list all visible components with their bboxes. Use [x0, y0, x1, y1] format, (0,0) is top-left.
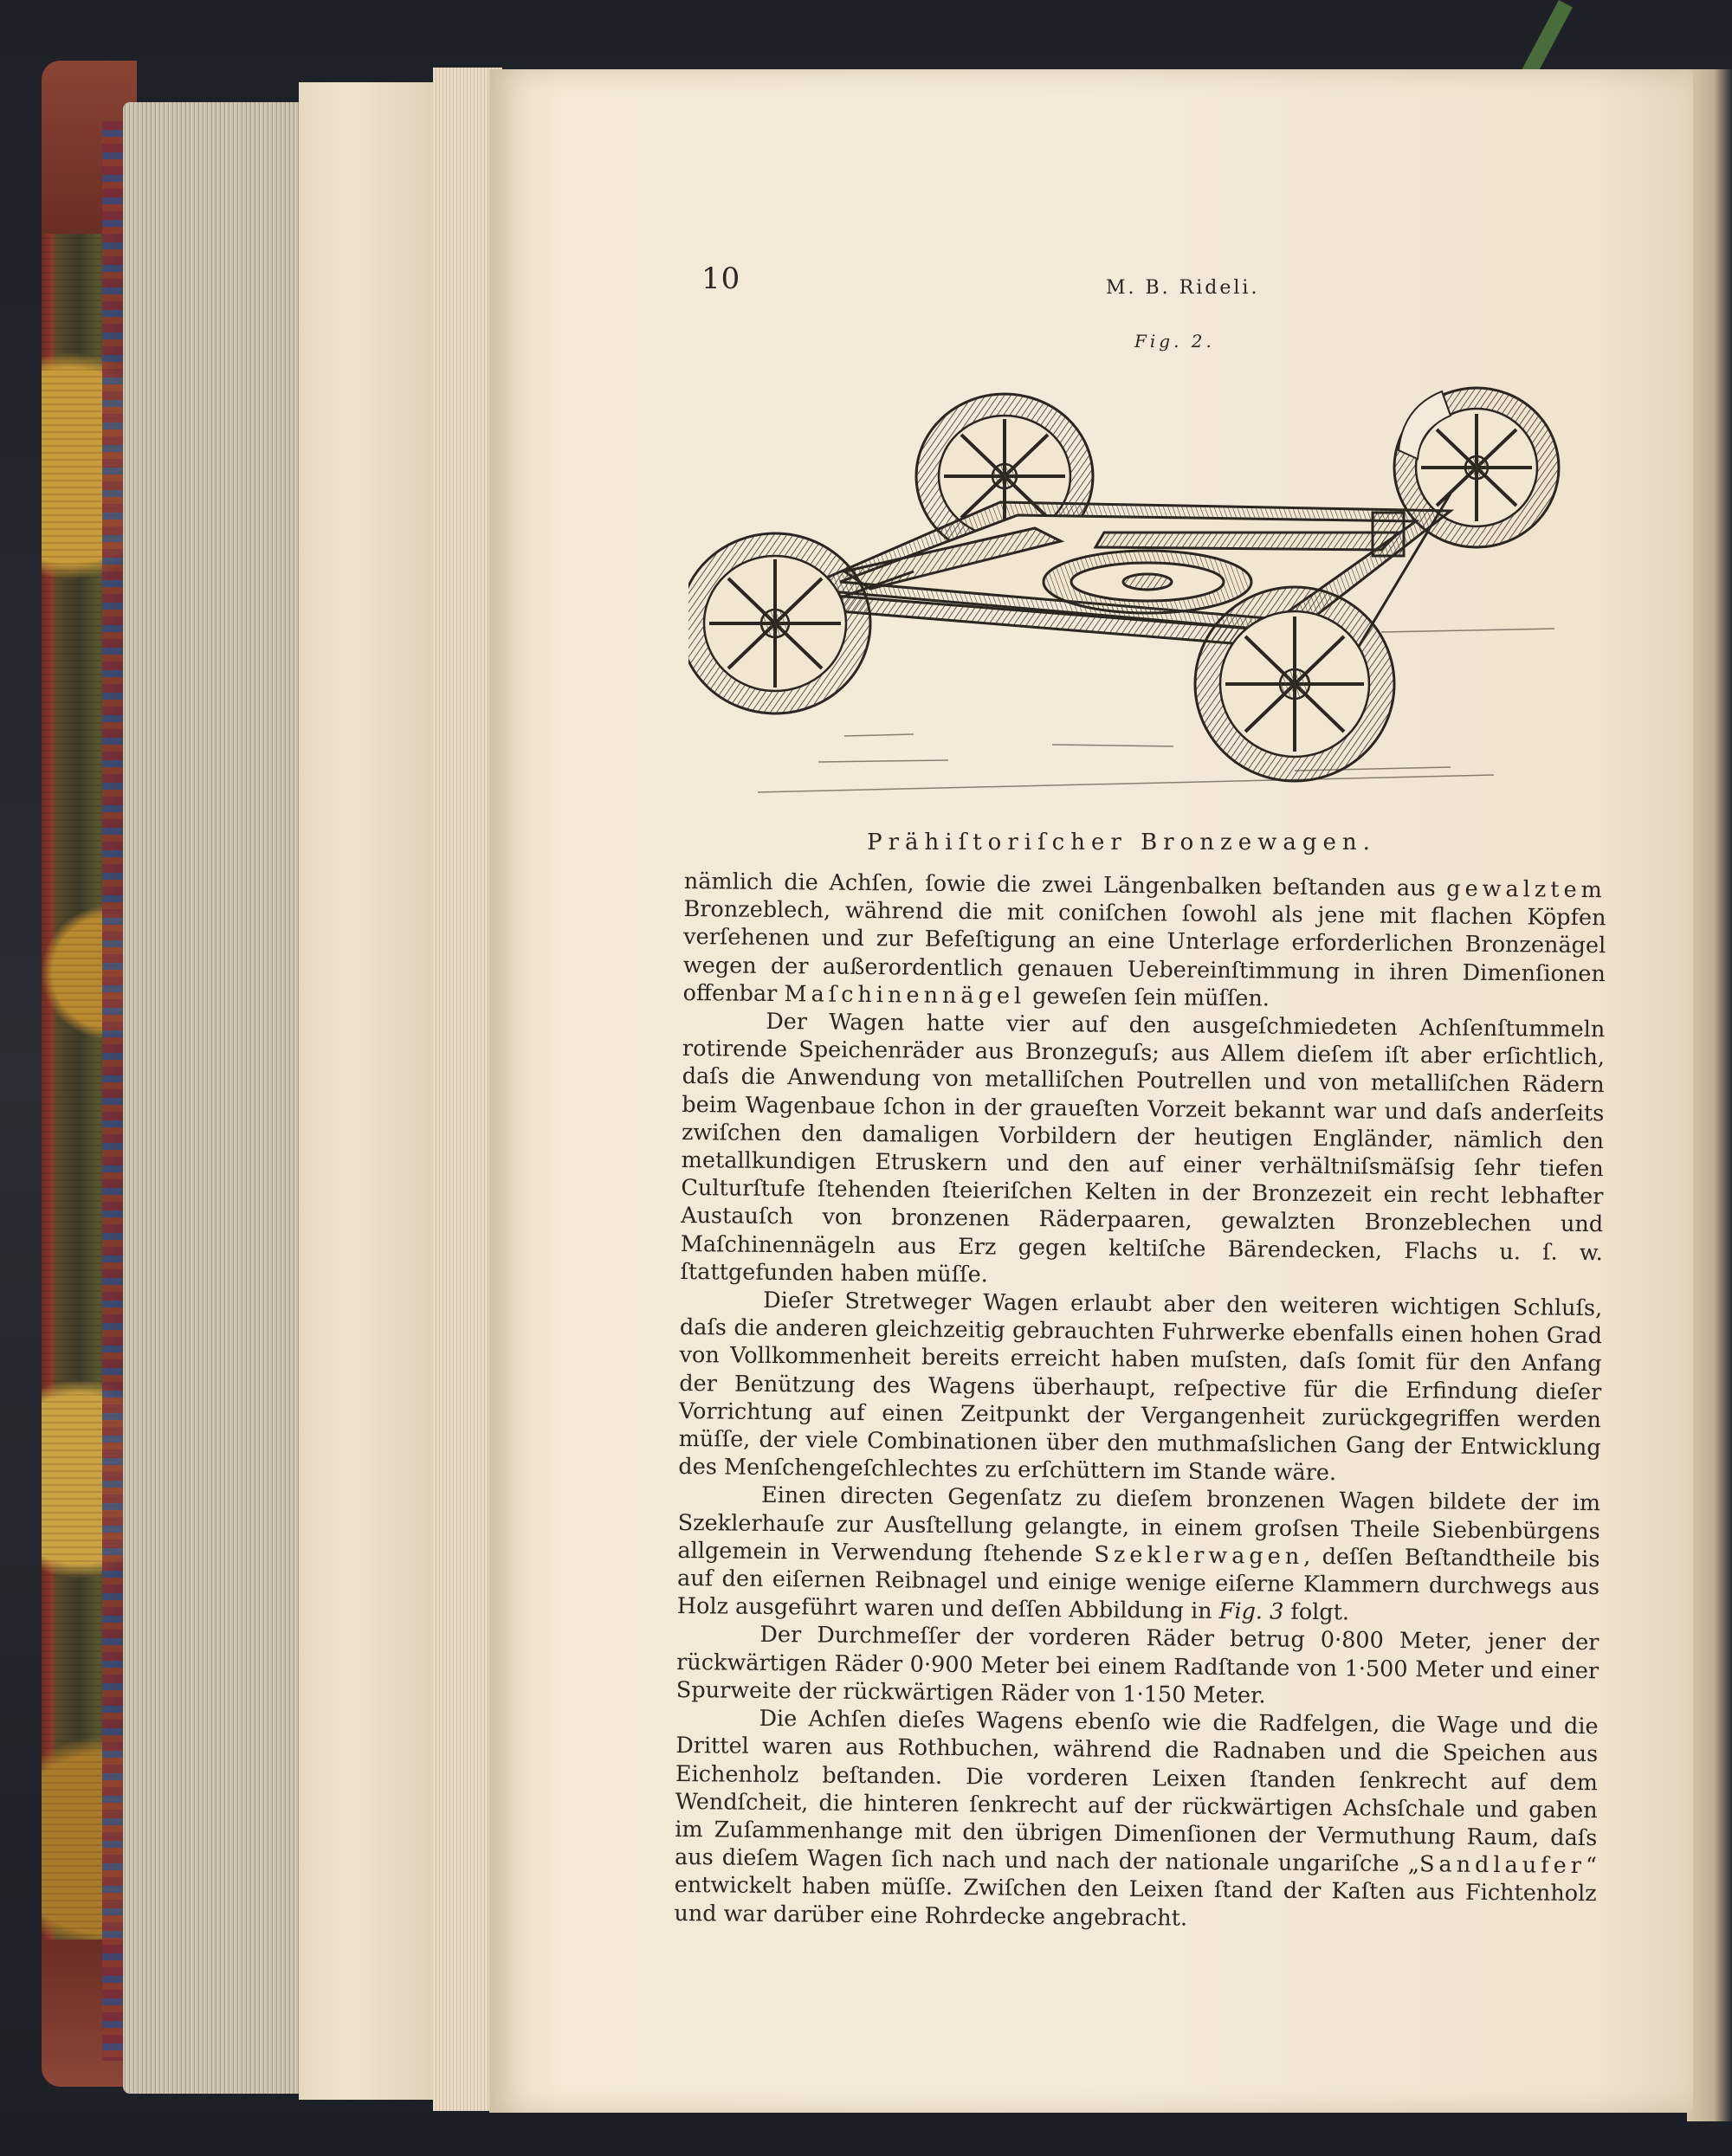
page-edges-left: [123, 102, 315, 2094]
italic-reference: Fig. 3: [1218, 1598, 1284, 1625]
body-text: [674, 868, 1606, 1936]
paragraph: [674, 1704, 1598, 1936]
paragraph: [682, 868, 1606, 1016]
text-run: Bronzeblech, während die mit coniſchen ſowohl als jene mit flachen Köpfen verſehenen und zur Befeſtigung an eine Unterlage erforderlichen Bronzenägel wegen der außerordentlich genauen Uebereinſtimmung in ihren Dimenſionen offenbar: [682, 896, 1606, 1007]
running-head: M. B. Rideli.: [1106, 277, 1260, 299]
paragraph: [678, 1286, 1602, 1490]
text-run: geweſen ſein müſſen.: [1025, 983, 1270, 1012]
text-run: Die Achſen dieſes Wagens ebenſo wie die Radfelgen, die Wage und die Drittel waren aus Rothbuchen, während die Radnaben und die Speichen aus Eichenholz beſtanden. Die vorderen Leixen ſtanden ſenkrecht auf dem Wendſcheit, die hinteren ſenkrecht auf der rückwärtigen Achsſchale und gaben im Zuſammenhange mit den übrigen Dimenſionen der Vermuthung Raum, daſs aus dieſem Wagen ſich nach und nach der nationale ungariſche „: [674, 1705, 1599, 1878]
paragraph: [680, 1007, 1605, 1294]
figure-caption: Prähiſtoriſcher Bronzewagen.: [867, 829, 1376, 855]
text-run: Der Wagen hatte vier auf den ausgeſchmiedeten Achſenſtummeln rotirende Speichenräder aus Bronzeguſs; aus Allem dieſem iſt aber erſichtlich, daſs die Anwendung von metalliſchen Poutrellen und von metalliſchen Rädern beim Wagenbaue ſchon in der graueſten Vorzeit bekannt war und daſs anderſeits zwiſchen den damaligen Vorbildern der heutigen Engländer, nämlich den metallkundigen Etruskern und den auf einer verhältniſsmäſsig ſehr tiefen Culturſtufe ſtehenden ſteieriſchen Kelten in der Bronzezeit ein recht lebhafter Austauſch von bronzenen Räderpaaren, gewalzten Bronzeblechen und Maſchinennägeln aus Erz gegen keltiſche Bärendecken, Flachs u. ſ. w. ſtattgefunden haben müſſe.: [680, 1008, 1606, 1288]
spaced-emphasis: Maſchinennägel: [784, 980, 1026, 1010]
text-run: Einen directen Gegenſatz zu dieſem bronzenen Wagen bildete der im Szeklerhauſe zur Ausſtellung gelangte, in einem groſsen Theile Siebenbürgens allgemein in Verwendung ſtehende: [677, 1482, 1601, 1568]
spaced-emphasis: Sandlaufer: [1419, 1851, 1587, 1880]
book-page: [489, 69, 1693, 2113]
text-run: folgt.: [1283, 1598, 1350, 1626]
text-run: , deſſen Beſtandtheile bis auf den eiſernen Reibnagel und einige wenige eiſerne Klammern durchwegs aus Holz ausgeführt waren und deſſen Abbildung in: [676, 1543, 1600, 1625]
spaced-emphasis: gewalztem: [1446, 875, 1606, 904]
paragraph: [676, 1620, 1600, 1713]
text-run: “ entwickelt haben müſſe. Zwiſchen den Leixen ſtand der Kaſten aus Fichtenholz und war darüber eine Rohrdecke angebracht.: [674, 1853, 1598, 1932]
paragraph: [677, 1481, 1600, 1629]
wheel-front-left: [688, 533, 870, 713]
text-run: Der Durchmeſſer der vorderen Räder betrug 0·800 Meter, jener der rückwärtigen Räder 0·900 Meter bei einem Radſtande von 1·500 Meter und einer Spurweite der rückwärtigen Räder von 1·150 Meter.: [675, 1622, 1600, 1709]
bronze-wagon-engraving: [688, 355, 1606, 840]
page-edges-right: [1687, 69, 1732, 2121]
text-run: nämlich die Achſen, ſowie die zwei Längenbalken beſtanden aus: [683, 868, 1447, 902]
spaced-emphasis: Szeklerwagen: [1094, 1541, 1304, 1570]
text-run: Dieſer Stretweger Wagen erlaubt aber den weiteren wichtigen Schluſs, daſs die anderen gleichzeitig gebrauchten Fuhrwerke ebenfalls einen hohen Grad von Vollkommenheit bereits erreicht haben muſsten, daſs ſomit für den Anfang der Benützung des Wagens überhaupt, reſpective für die Erfindung dieſer Vorrichtung auf einen Zeitpunkt der Vergangenheit zurückgegriffen werden müſſe, der viele Combinationen über den muthmaſslichen Gang der Entwicklung des Menſchengeſchlechtes zu erſchüttern im Stande wäre.: [678, 1287, 1603, 1487]
figure-label: Fig. 2.: [1134, 331, 1215, 352]
page-number: 10: [701, 261, 741, 296]
wheel-front-right: [1195, 587, 1394, 781]
